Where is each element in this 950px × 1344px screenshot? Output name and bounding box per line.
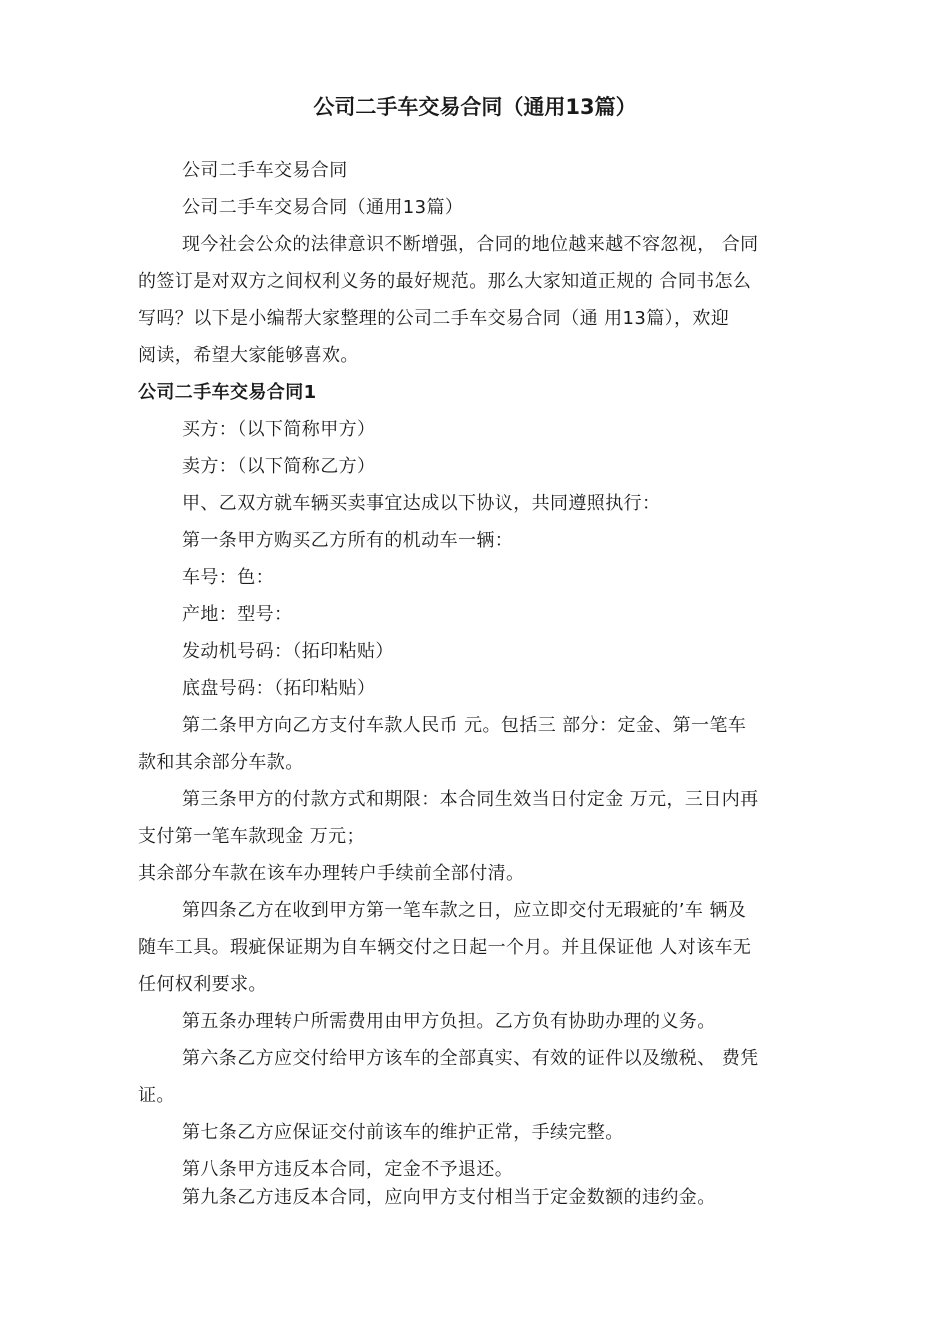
article-4-line: 第四条乙方在收到甲方第一笔车款之日，应立即交付无瑕疵的’车 辆及 <box>182 900 747 921</box>
article-3-line: 支付第一笔车款现金 万元； <box>138 826 365 847</box>
plate-color-line: 车号：色： <box>182 567 274 588</box>
intro-paragraph-line: 阅读，希望大家能够喜欢。 <box>138 345 359 366</box>
article-9: 第九条乙方违反本合同，应向甲方支付相当于定金数额的违约金。 <box>182 1187 716 1208</box>
article-1: 第一条甲方购买乙方所有的机动车一辆： <box>182 530 514 551</box>
section-heading: 公司二手车交易合同1 <box>138 382 317 403</box>
article-8: 第八条甲方违反本合同，定金不予退还。 <box>182 1159 514 1180</box>
intro-paragraph-line: 写吗？以下是小编帮大家整理的公司二手车交易合同（通 用13篇），欢迎 <box>138 308 730 329</box>
intro-line-1: 公司二手车交易合同 <box>182 160 348 181</box>
article-4-line: 随车工具。瑕疵保证期为自车辆交付之日起一个月。并且保证他 人对该车无 <box>138 937 752 958</box>
origin-model-line: 产地：型号： <box>182 604 293 625</box>
document-title: 公司二手车交易合同（通用13篇） <box>313 95 637 119</box>
article-6-line: 第六条乙方应交付给甲方该车的全部真实、有效的证件以及缴税、 费凭 <box>182 1048 759 1069</box>
intro-paragraph-line: 的签订是对双方之间权利义务的最好规范。那么大家知道正规的 合同书怎么 <box>138 271 752 292</box>
agreement-line: 甲、乙双方就车辆买卖事宜达成以下协议，共同遵照执行： <box>182 493 661 514</box>
article-2-line: 款和其余部分车款。 <box>138 752 304 773</box>
buyer-line: 买方：（以下简称甲方） <box>182 419 376 440</box>
intro-paragraph-line: 现今社会公众的法律意识不断增强，合同的地位越来越不容忽视， 合同 <box>182 234 759 255</box>
chassis-number-line: 底盘号码：（拓印粘贴） <box>182 678 376 699</box>
article-2-line: 第二条甲方向乙方支付车款人民币 元。包括三 部分：定金、第一笔车 <box>182 715 747 736</box>
article-6-line: 证。 <box>138 1085 175 1106</box>
article-3-line: 其余部分车款在该车办理转户手续前全部付清。 <box>138 863 525 884</box>
seller-line: 卖方：（以下简称乙方） <box>182 456 376 477</box>
article-3-line: 第三条甲方的付款方式和期限：本合同生效当日付定金 万元，三日内再 <box>182 789 759 810</box>
engine-number-line: 发动机号码：（拓印粘贴） <box>182 641 394 662</box>
article-5: 第五条办理转户所需费用由甲方负担。乙方负有协助办理的义务。 <box>182 1011 716 1032</box>
article-7: 第七条乙方应保证交付前该车的维护正常，手续完整。 <box>182 1122 624 1143</box>
article-4-line: 任何权利要求。 <box>138 974 267 995</box>
intro-line-2: 公司二手车交易合同（通用13篇） <box>182 197 464 218</box>
